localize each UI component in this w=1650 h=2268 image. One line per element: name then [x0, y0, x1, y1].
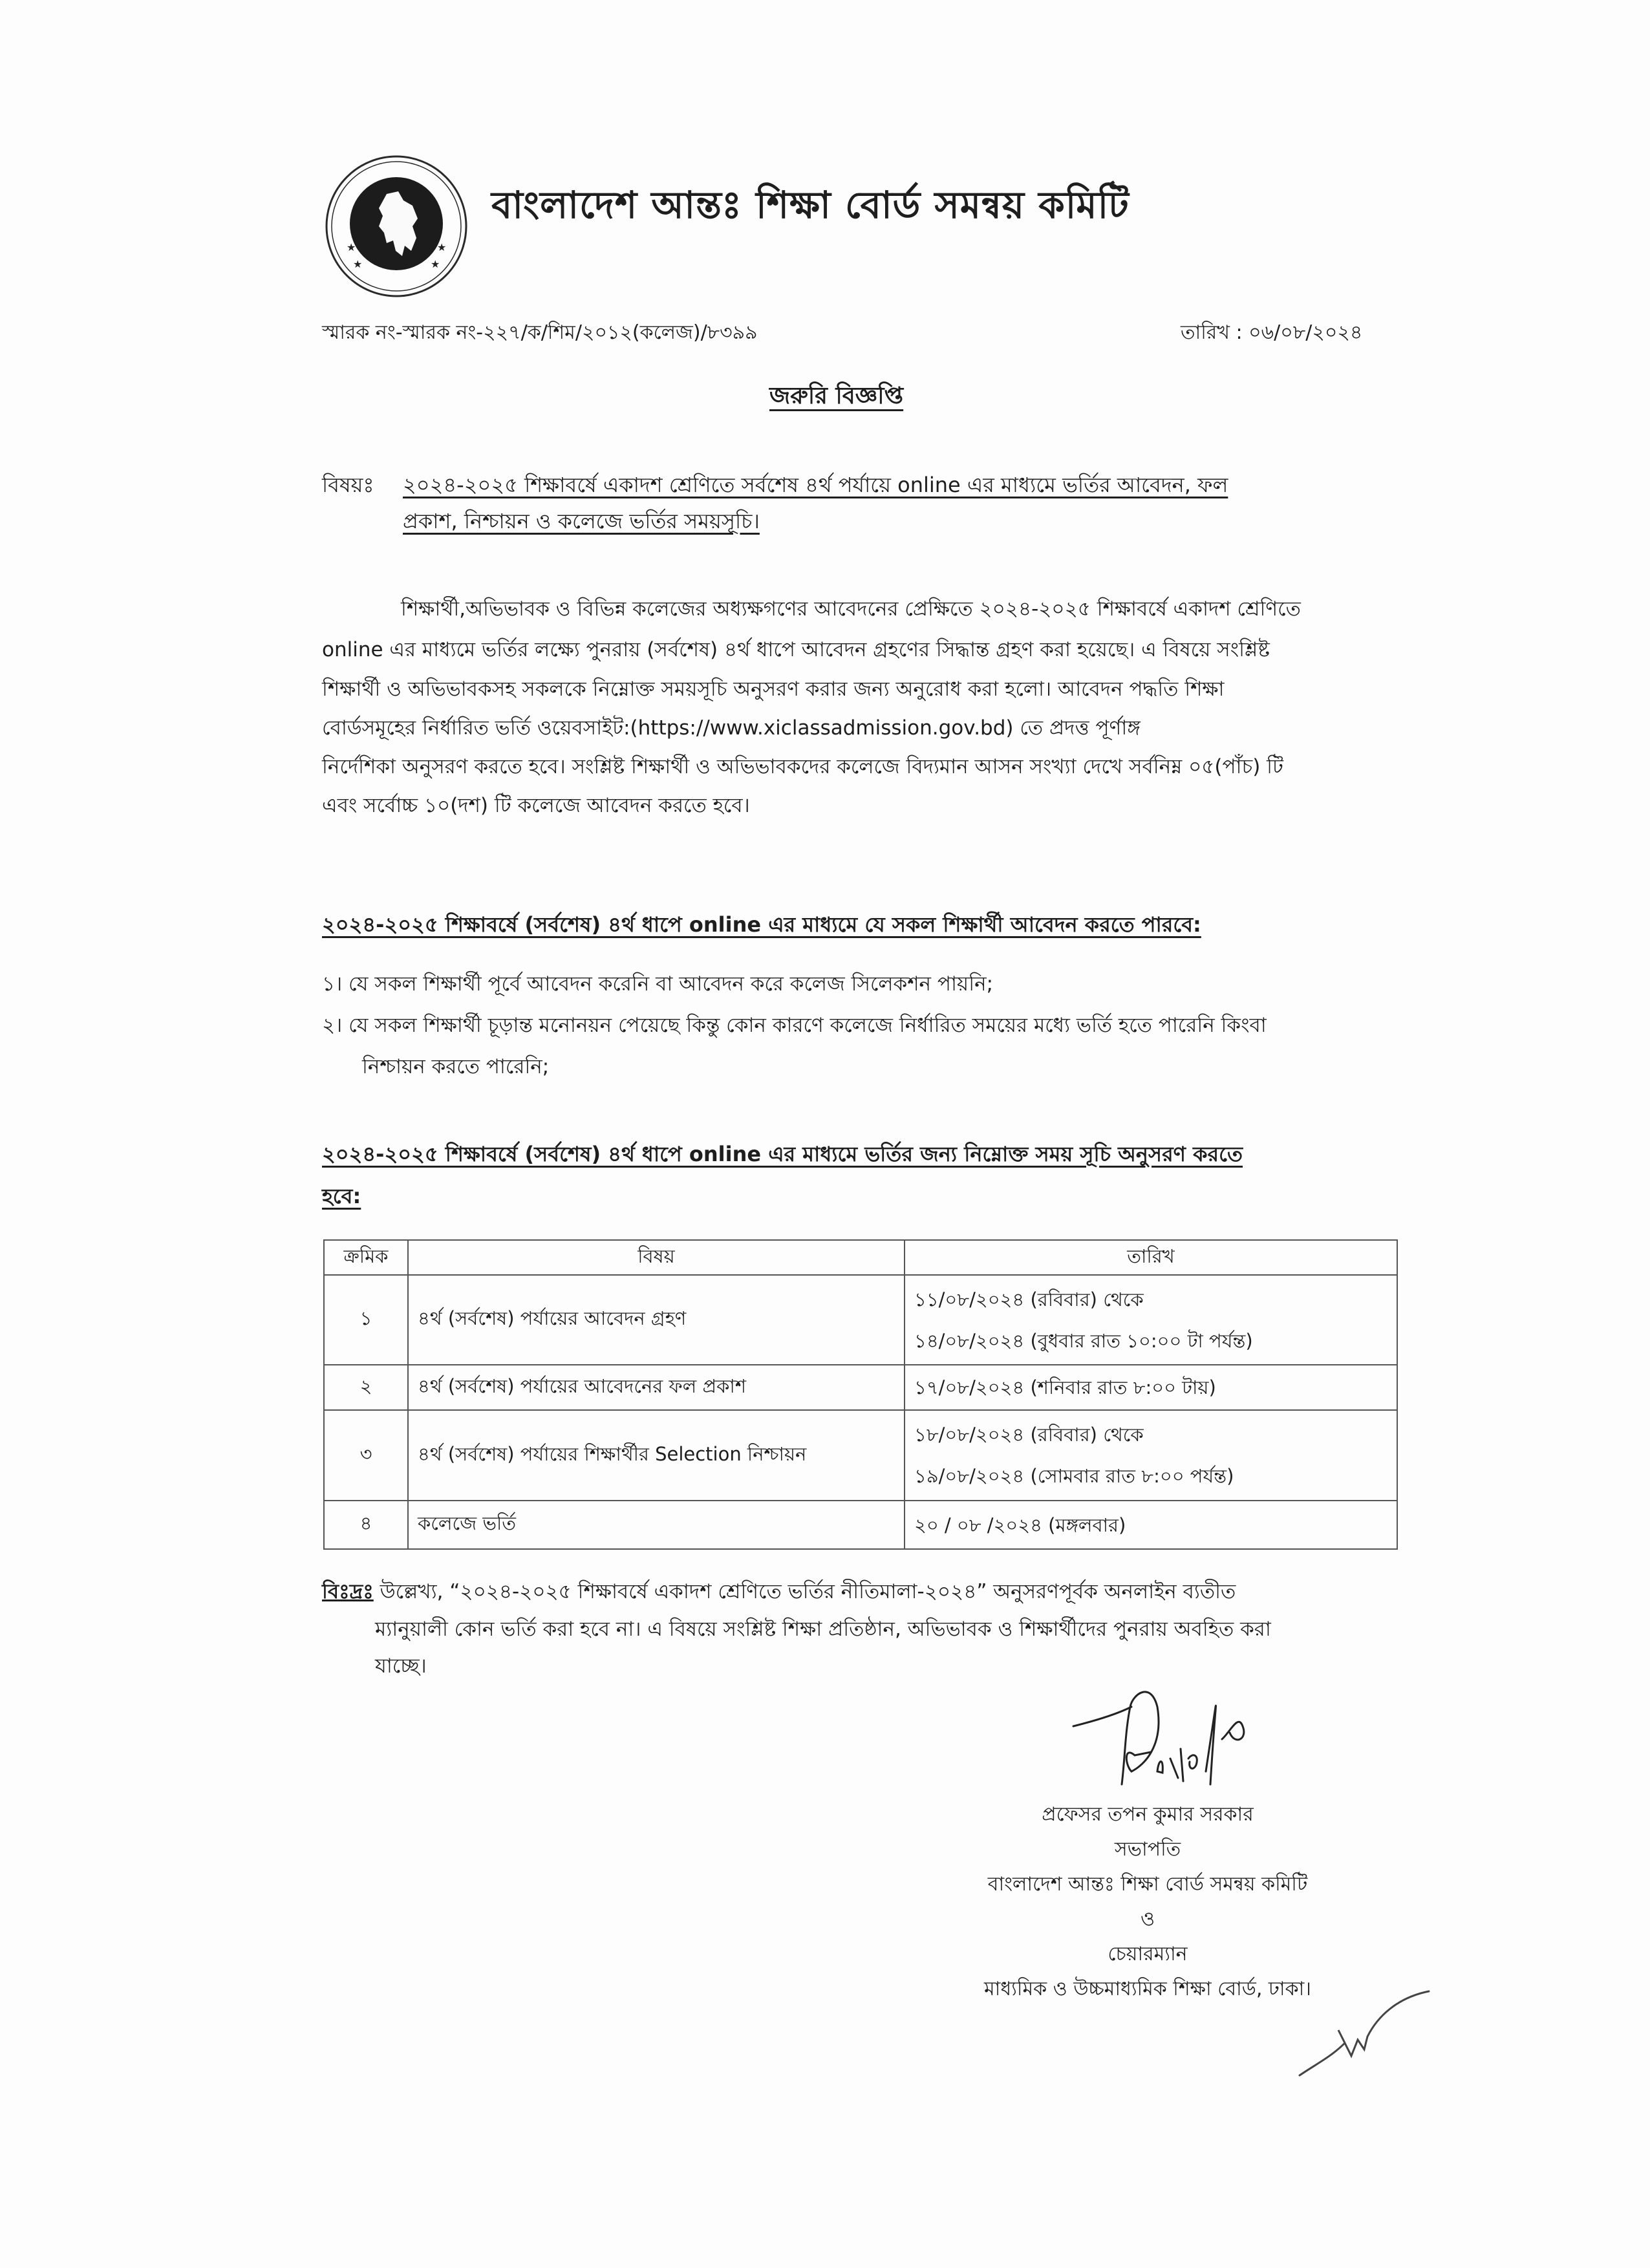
note-line	[322, 1579, 1402, 1605]
note-line: ম্যানুয়ালী কোন ভর্তি করা হবে না। এ বিষয়ে সংশ্লিষ্ট শিক্ষা প্রতিষ্ঠান, অভিভাবক ও শিক্ষার্থীদের পুনরায় অবহিত করা	[375, 1618, 1271, 1641]
column-header-subject: বিষয়	[408, 1240, 905, 1275]
column-header-date: তারিখ	[905, 1240, 1397, 1275]
initial-signature-icon	[1293, 1978, 1435, 2082]
cell-date	[905, 1275, 1397, 1365]
svg-text:★: ★	[431, 258, 440, 270]
cell-subject: কলেজে ভর্তি	[408, 1501, 905, 1549]
cell-serial: ৪	[324, 1501, 408, 1549]
signatory-conjunction: ও	[1140, 1908, 1155, 1931]
body-line-with-website-link: বোর্ডসমূহের নির্ধারিত ভর্তি ওয়েবসাইট:(https://www.xiclassadmission.gov.bd) তে প্রদত্ত পূর্ণাঙ্গ	[322, 716, 1141, 740]
eligibility-item: ২। যে সকল শিক্ষার্থী চূড়ান্ত মনোনয়ন পেয়েছে কিন্তু কোন কারণে কলেজে নির্ধারিত সময়ের মধ্যে ভর্তি হতে পারেনি কিংবা	[322, 1014, 1267, 1037]
subject-line-1: ২০২৪-২০২৫ শিক্ষাবর্ষে একাদশ শ্রেণিতে সর্বশেষ ৪র্থ পর্যায়ে online এর মাধ্যমে ভর্তির আবেদন, ফল	[403, 473, 1228, 497]
svg-text:★: ★	[353, 258, 363, 270]
cell-serial: ১	[324, 1275, 408, 1365]
cell-serial: ২	[324, 1365, 408, 1410]
date-line: ২০ / ০৮ /২০২৪ (মঙ্গলবার)	[914, 1514, 1126, 1536]
date-line: ১৪/০৮/২০২৪ (বুধবার রাত ১০:০০ টা পর্যন্ত)	[914, 1329, 1253, 1352]
signatory-block	[876, 1797, 1419, 2007]
schedule-table	[323, 1239, 1398, 1550]
cell-date	[905, 1501, 1397, 1549]
handwritten-signature-icon	[1060, 1668, 1332, 1797]
signatory-org-1: বাংলাদেশ আন্তঃ শিক্ষা বোর্ড সমন্বয় কমিটি	[987, 1873, 1308, 1896]
subject-label: বিষয়ঃ	[322, 473, 374, 497]
signatory-name: প্রফেসর তপন কুমার সরকার	[1042, 1803, 1254, 1826]
column-header-serial: ক্রমিক	[324, 1240, 408, 1275]
date-line: ১১/০৮/২০২৪ (রবিবার) থেকে	[914, 1288, 1144, 1311]
date-line: ১৯/০৮/২০২৪ (সোমবার রাত ৮:০০ পর্যন্ত)	[914, 1465, 1234, 1487]
body-line: online এর মাধ্যমে ভর্তির লক্ষ্যে পুনরায় (সর্বশেষ) ৪র্থ ধাপে আবেদন গ্রহণের সিদ্ধান্ত গ্রহণ করা হয়েছে। এ বিষয়ে সংশ্লিষ্ট	[322, 638, 1270, 661]
notice-title: জরুরি বিজ্ঞপ্তি	[769, 383, 904, 409]
date-line: ১৮/০৮/২০২৪ (রবিবার) থেকে	[914, 1424, 1144, 1446]
table-row	[324, 1410, 1397, 1501]
cell-subject: ৪র্থ (সর্বশেষ) পর্যায়ের আবেদনের ফল প্রকাশ	[408, 1365, 905, 1410]
schedule-heading-continuation: হবে:	[322, 1184, 361, 1208]
cell-subject: ৪র্থ (সর্বশেষ) পর্যায়ের আবেদন গ্রহণ	[408, 1275, 905, 1365]
svg-text:★: ★	[347, 241, 356, 253]
organization-title: বাংলাদেশ আন্তঃ শিক্ষা বোর্ড সমন্বয় কমিটি	[491, 183, 1130, 227]
bangladesh-government-seal-icon	[322, 154, 471, 299]
body-line: শিক্ষার্থী ও অভিভাবকসহ সকলকে নিম্নোক্ত সময়সূচি অনুসরণ করার জন্য অনুরোধ করা হলো। আবেদন পদ্ধতি শিক্ষা	[322, 678, 1225, 701]
cell-date	[905, 1410, 1397, 1501]
issue-date: তারিখ : ০৬/০৮/২০২৪	[1181, 321, 1363, 344]
eligibility-item-continuation: নিশ্চায়ন করতে পারেনি;	[362, 1055, 550, 1078]
signatory-title-2: চেয়ারম্যান	[1108, 1943, 1188, 1965]
svg-text:★: ★	[437, 241, 447, 253]
table-row	[324, 1501, 1397, 1549]
schedule-heading: ২০২৪-২০২৫ শিক্ষাবর্ষে (সর্বশেষ) ৪র্থ ধাপে online এর মাধ্যমে ভর্তির জন্য নিম্নোক্ত সময় সূচি অনুসরণ করতে	[322, 1142, 1243, 1166]
signatory-title-1: সভাপতি	[1114, 1838, 1181, 1861]
body-line: এবং সর্বোচ্চ ১০(দশ) টি কলেজে আবেদন করতে হবে।	[322, 794, 750, 817]
eligibility-item: ১। যে সকল শিক্ষার্থী পূর্বে আবেদন করেনি বা আবেদন করে কলেজ সিলেকশন পায়নি;	[322, 972, 994, 996]
cell-serial: ৩	[324, 1410, 408, 1501]
signatory-org-2: মাধ্যমিক ও উচ্চমাধ্যমিক শিক্ষা বোর্ড, ঢাকা।	[983, 1978, 1311, 2000]
table-header-row	[324, 1240, 1397, 1275]
note-label: বিঃদ্রঃ	[322, 1580, 374, 1603]
body-line: শিক্ষার্থী,অভিভাবক ও বিভিন্ন কলেজের অধ্যক্ষগণের আবেদনের প্রেক্ষিতে ২০২৪-২০২৫ শিক্ষাবর্ষে একাদশ শ্রেণিতে	[401, 597, 1301, 621]
cell-subject: ৪র্থ (সর্বশেষ) পর্যায়ের শিক্ষার্থীর Selection নিশ্চায়ন	[408, 1410, 905, 1501]
subject-line-2: প্রকাশ, নিশ্চায়ন ও কলেজে ভর্তির সময়সূচি।	[403, 509, 760, 533]
note-text: উল্লেখ্য, “২০২৪-২০২৫ শিক্ষাবর্ষে একাদশ শ্রেণিতে ভর্তির নীতিমালা-২০২৪” অনুসরণপূর্বক অনলাইন ব্যতীত	[380, 1580, 1236, 1603]
memo-number: স্মারক নং-স্মারক নং-২২৭/ক/শিম/২০১২(কলেজ)/৮৩৯৯	[322, 321, 758, 344]
table-row	[324, 1365, 1397, 1410]
eligibility-heading: ২০২৪-২০২৫ শিক্ষাবর্ষে (সর্বশেষ) ৪র্থ ধাপে online এর মাধ্যমে যে সকল শিক্ষার্থী আবেদন করতে পারবে:	[322, 912, 1201, 937]
date-line: ১৭/০৮/২০২৪ (শনিবার রাত ৮:০০ টায়)	[914, 1376, 1216, 1398]
cell-date	[905, 1365, 1397, 1410]
table-row	[324, 1275, 1397, 1365]
body-line: নির্দেশিকা অনুসরণ করতে হবে। সংশ্লিষ্ট শিক্ষার্থী ও অভিভাবকদের কলেজে বিদ্যমান আসন সংখ্যা দেখে সর্বনিম্ন ০৫(পাঁচ) টি	[322, 755, 1283, 778]
note-line: যাচ্ছে।	[375, 1654, 427, 1678]
